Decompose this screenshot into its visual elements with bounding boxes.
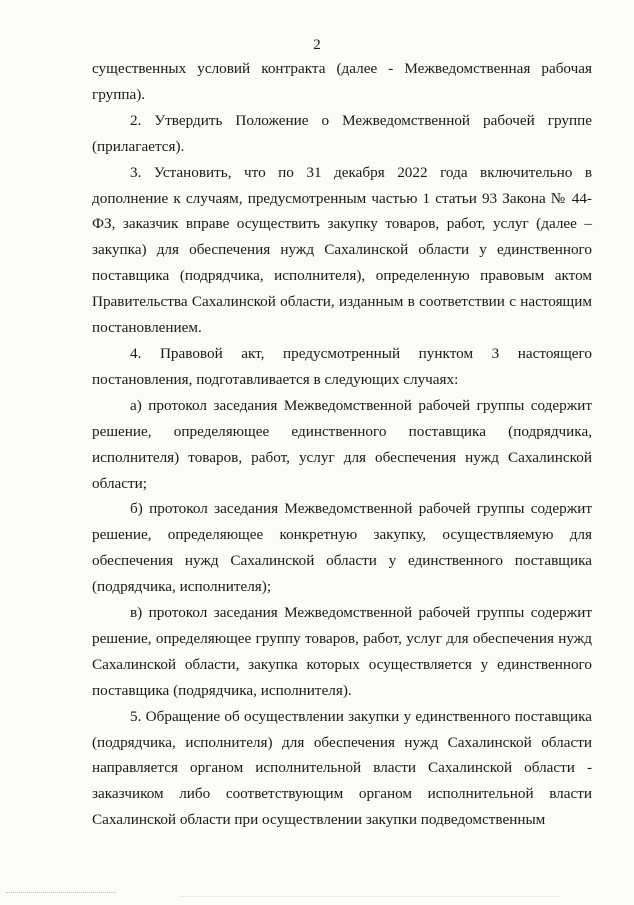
paragraph-subitem-b: б) протокол заседания Межведомственной рабочей группы содержит решение, определяющее конкретную закупку, осуществляемую для обеспечения нужд Сахалинской области у единственного поставщика (подрядчика, исполнителя); — [92, 500, 592, 596]
document-body — [92, 56, 592, 833]
scan-noise-mark — [6, 892, 116, 899]
scan-noise-line — [180, 896, 560, 901]
paragraph-item-4: 4. Правовой акт, предусмотренный пунктом 3 настоящего постановления, подготавливается в следующих случаях: — [92, 344, 592, 388]
paragraph-subitem-v: в) протокол заседания Межведомственной рабочей группы содержит решение, определяющее группу товаров, работ, услуг для обеспечения нужд Сахалинской области, закупка которых осуществляется у единственного поставщика (подрядчика, исполнителя). — [92, 604, 592, 699]
paragraph-subitem-a: а) протокол заседания Межведомственной рабочей группы содержит решение, определяющее единственного поставщика (подрядчика, исполнителя) товаров, работ, услуг для обеспечения нужд Сахалинской области; — [92, 396, 592, 492]
paragraph-item-2: 2. Утвердить Положение о Межведомственной рабочей группе (прилагается). — [92, 111, 592, 155]
page-number: 2 — [313, 37, 321, 53]
paragraph-continuation: существенных условий контракта (далее - Межведомственная рабочая группа). — [92, 60, 592, 103]
paragraph-item-3: 3. Установить, что по 31 декабря 2022 года включительно в дополнение к случаям, предусмотренным частью 1 статьи 93 Закона № 44-ФЗ, заказчик вправе осуществить закупку товаров, работ, услуг (далее – закупка) для обеспечения нужд Сахалинской области у единственного поставщика (подрядчика, исполнителя), определенную правовым актом Правительства Сахалинской области, изданным в соответствии с настоящим постановлением. — [92, 163, 592, 337]
paragraph-item-5: 5. Обращение об осуществлении закупки у единственного поставщика (подрядчика, исполнителя) для обеспечения нужд Сахалинской области направляется органом исполнительной власти Сахалинской области - заказчиком либо соответствующим органом исполнительной власти Сахалинской области при осуществлении закупки подведомственным — [92, 707, 592, 829]
